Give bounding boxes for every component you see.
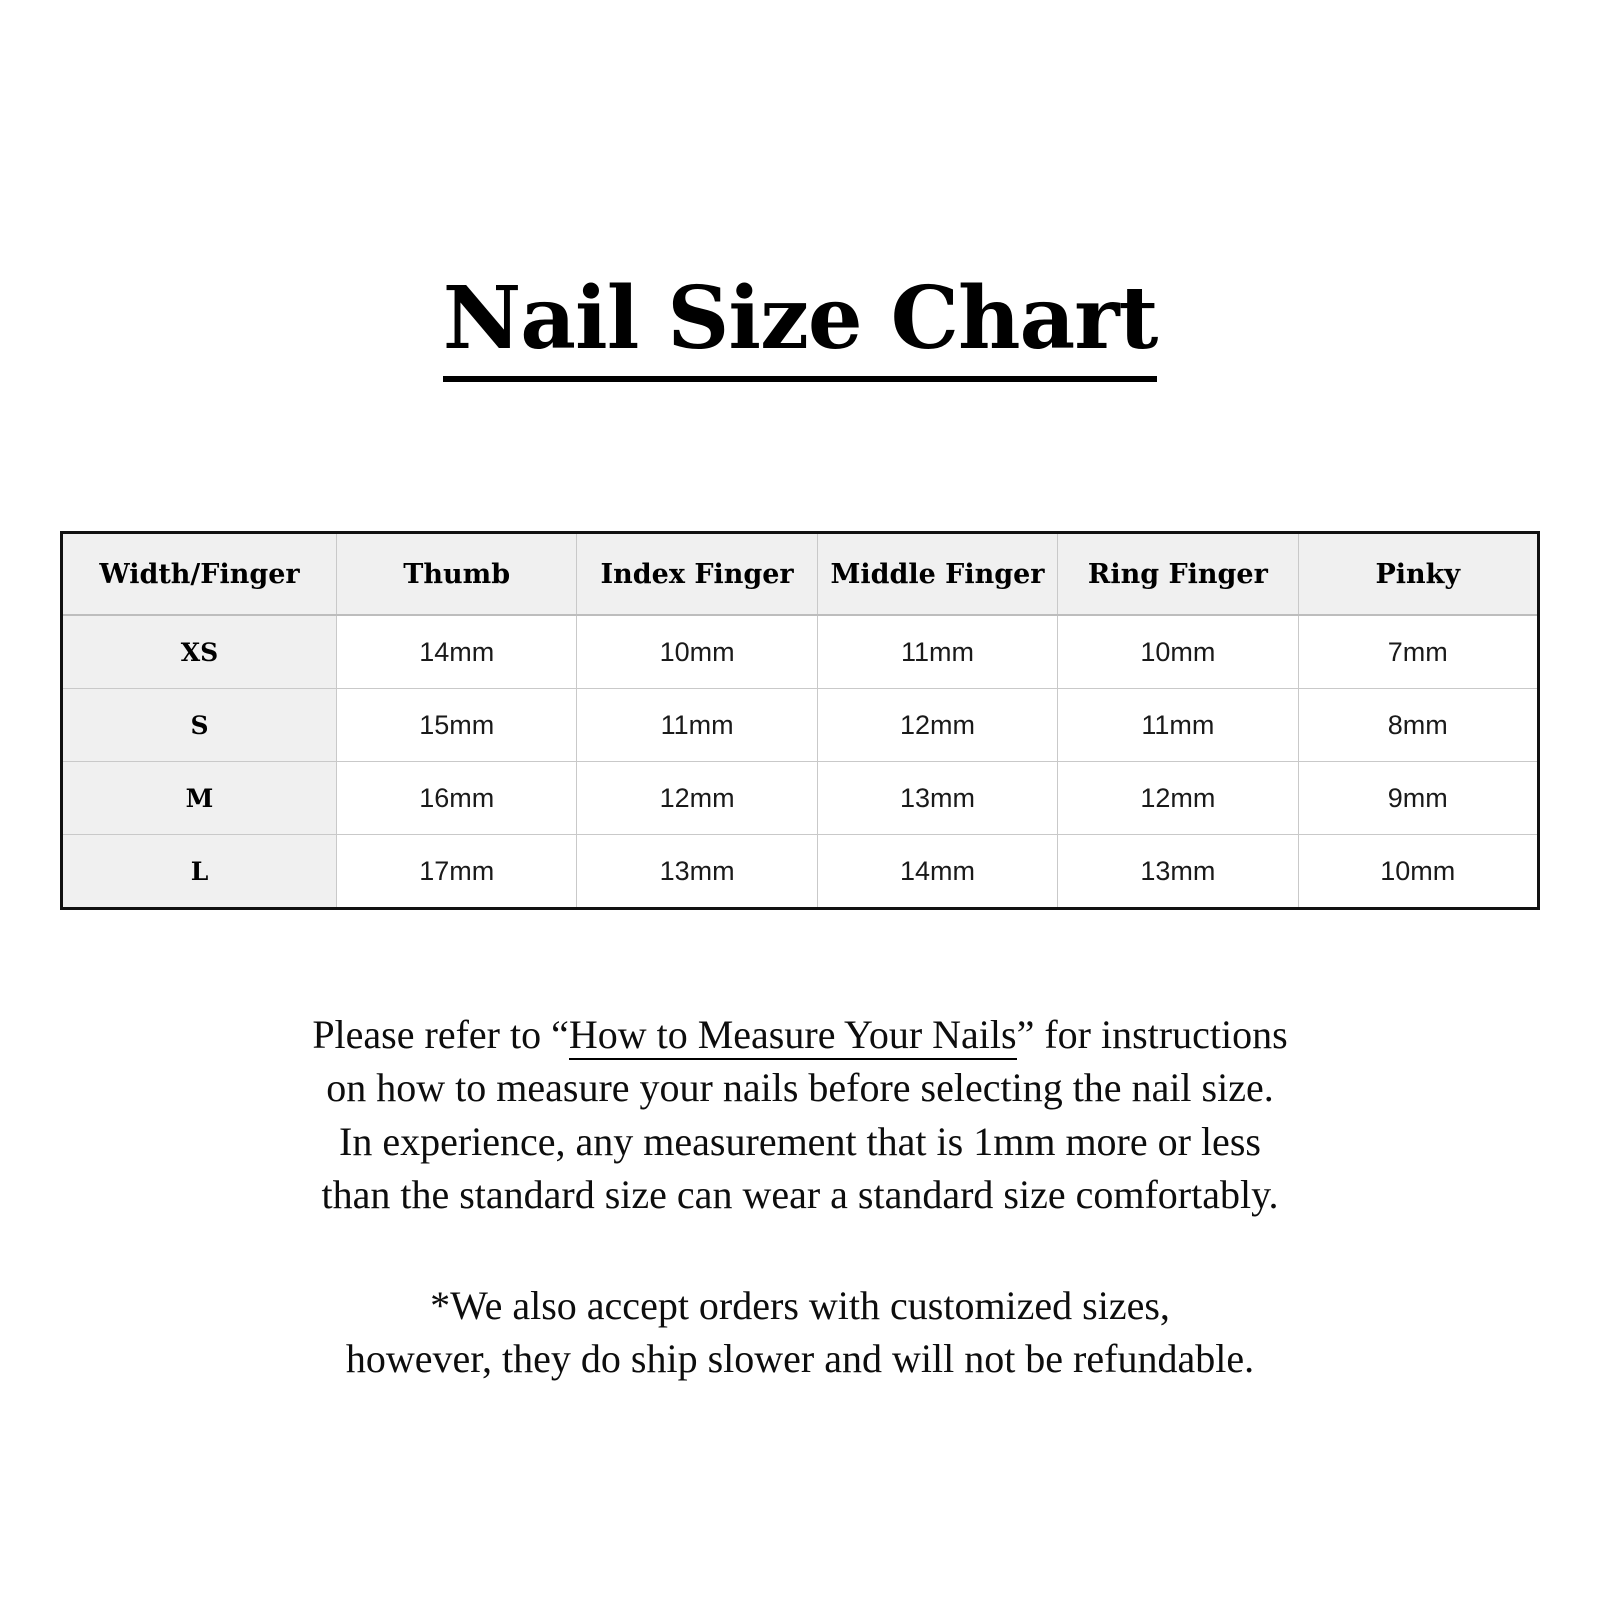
- cell-ring-finger: 12mm: [1058, 762, 1298, 835]
- note-text-before-link: Please refer to “: [312, 1012, 569, 1058]
- custom-order-line-1: *We also accept orders with customized sizes,: [430, 1282, 1170, 1328]
- row-size-label: XS: [62, 615, 337, 689]
- cell-middle-finger: 11mm: [817, 615, 1057, 689]
- table-row: [62, 762, 1539, 835]
- note-text-after-link: ” for instructions: [1016, 1012, 1288, 1058]
- page-title: Nail Size Chart: [443, 276, 1158, 382]
- cell-pinky: 10mm: [1298, 835, 1538, 909]
- table-row: [62, 689, 1539, 762]
- notes-section: [0, 1008, 1600, 1385]
- note-line-3: In experience, any measurement that is 1mm more or less: [339, 1118, 1261, 1164]
- column-header-ring-finger: Ring Finger: [1058, 533, 1298, 616]
- table-header: [62, 533, 1539, 616]
- row-size-label: M: [62, 762, 337, 835]
- title-container: [0, 0, 1600, 439]
- column-header-middle-finger: Middle Finger: [817, 533, 1057, 616]
- cell-ring-finger: 13mm: [1058, 835, 1298, 909]
- column-header-width-finger: Width/Finger: [62, 533, 337, 616]
- column-header-index-finger: Index Finger: [577, 533, 817, 616]
- cell-ring-finger: 11mm: [1058, 689, 1298, 762]
- size-table-container: [60, 531, 1540, 910]
- cell-index-finger: 13mm: [577, 835, 817, 909]
- custom-order-line-2: however, they do ship slower and will not be refundable.: [345, 1336, 1255, 1382]
- cell-index-finger: 12mm: [577, 762, 817, 835]
- cell-thumb: 15mm: [337, 689, 577, 762]
- how-to-measure-link[interactable]: How to Measure Your Nails: [569, 1012, 1017, 1060]
- table-row: [62, 615, 1539, 689]
- table-body: [62, 615, 1539, 909]
- column-header-thumb: Thumb: [337, 533, 577, 616]
- cell-thumb: 16mm: [337, 762, 577, 835]
- note-line-2: on how to measure your nails before selecting the nail size.: [326, 1065, 1274, 1111]
- cell-ring-finger: 10mm: [1058, 615, 1298, 689]
- cell-middle-finger: 13mm: [817, 762, 1057, 835]
- cell-pinky: 8mm: [1298, 689, 1538, 762]
- note-line-4: than the standard size can wear a standard size comfortably.: [321, 1171, 1279, 1217]
- cell-index-finger: 11mm: [577, 689, 817, 762]
- note-line-1: [100, 1008, 1500, 1061]
- cell-pinky: 7mm: [1298, 615, 1538, 689]
- cell-middle-finger: 14mm: [817, 835, 1057, 909]
- paragraph-spacer: [100, 1221, 1500, 1279]
- column-header-pinky: Pinky: [1298, 533, 1538, 616]
- row-size-label: L: [62, 835, 337, 909]
- cell-thumb: 14mm: [337, 615, 577, 689]
- nail-size-table: [60, 531, 1540, 910]
- row-size-label: S: [62, 689, 337, 762]
- cell-index-finger: 10mm: [577, 615, 817, 689]
- table-header-row: [62, 533, 1539, 616]
- cell-thumb: 17mm: [337, 835, 577, 909]
- cell-pinky: 9mm: [1298, 762, 1538, 835]
- table-row: [62, 835, 1539, 909]
- cell-middle-finger: 12mm: [817, 689, 1057, 762]
